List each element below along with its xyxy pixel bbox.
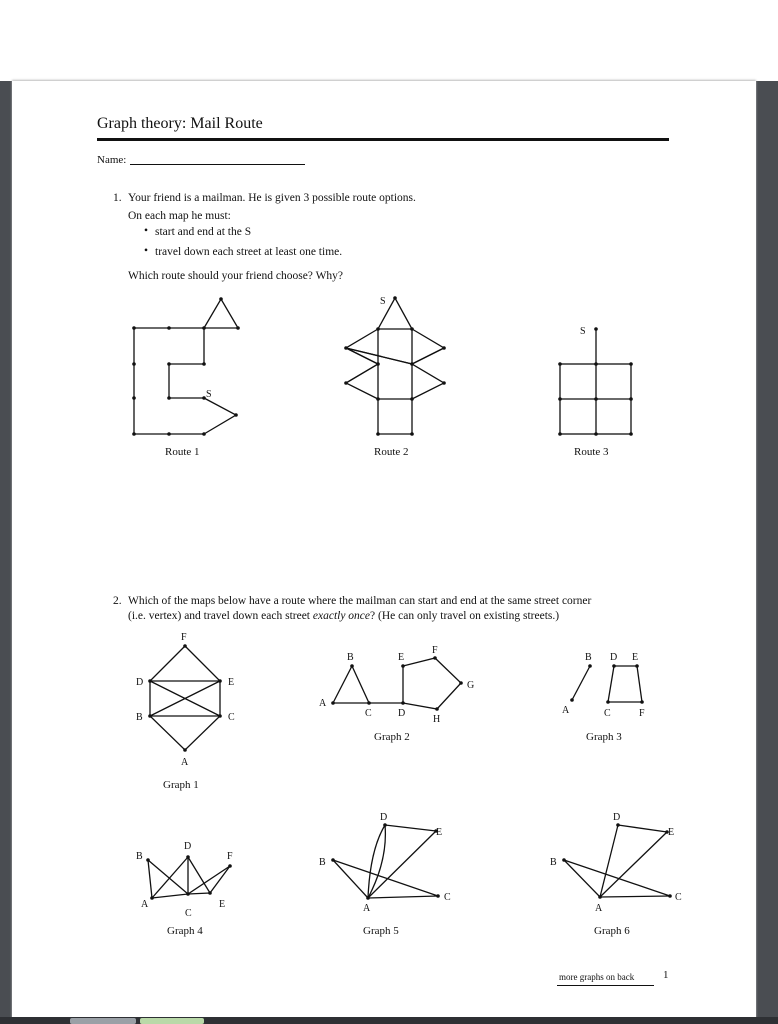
g1-vertex-label: C [228,712,235,723]
graph-1-label: Graph 1 [163,779,199,791]
graph-4-label: Graph 4 [167,925,203,937]
g6-vertex-label: D [613,812,621,823]
route-1-label: Route 1 [165,446,200,458]
q1-bullet-2: travel down each street at least one time. [155,246,343,258]
graph-vertex [202,362,206,366]
graph-edge [188,857,210,893]
graph-vertex [148,714,152,718]
graph-vertex [558,432,562,436]
graph-vertex [202,326,206,330]
graph-edge [378,329,412,434]
graph-vertex [594,432,598,436]
graph-edge [368,825,385,898]
graph-6-vertices [562,823,675,899]
g6-vertex-label: B [550,857,557,868]
graph-vertex [228,864,232,868]
route-1-edges [134,299,238,434]
graph-edge [608,666,642,702]
viewer-bottom-bar [0,1017,778,1024]
graph-vertex [435,707,439,711]
g2-vertex-label: E [398,652,405,663]
graph-edge [412,348,444,364]
graph-vertex [132,362,136,366]
g3-vertex-label: B [585,652,592,663]
graph-vertex [668,894,672,898]
graph-vertex [594,397,598,401]
graph-vertex [167,326,171,330]
graph-edge [346,348,378,364]
graph-vertex [410,397,414,401]
g5-vertex-label: B [319,857,326,868]
graph-edge [600,896,670,897]
q1-intro: On each map he must: [128,210,231,222]
graph-vertex [612,664,616,668]
graph-vertex [606,700,610,704]
name-label: Name: [97,154,127,166]
q1-bullet-2-dot: • [144,245,149,257]
g1-vertex-label: B [136,712,143,723]
graph-vertex [183,644,187,648]
graph-vertex [344,346,348,350]
graph-vertex [218,714,222,718]
graph-edge [600,825,618,897]
graph-3-vertices [570,664,644,704]
q1-number: 1. [113,192,122,204]
graph-edge [204,299,238,328]
graph-vertex [594,362,598,366]
graph-edge [346,348,412,364]
graph-3-label: Graph 3 [586,731,622,743]
route-1-vertices [132,297,240,436]
graph-vertex [132,432,136,436]
graph-vertex [219,297,223,301]
graph-vertex [442,346,446,350]
graph-edge [346,329,378,399]
graph-vertex [459,681,463,685]
graph-edge [188,893,210,894]
graph-edge [600,832,667,897]
graph-vertex [410,327,414,331]
graph-vertex [570,698,574,702]
graph-vertex [401,701,405,705]
more-graphs-note: more graphs on back [559,972,635,982]
g4-vertex-label: A [141,899,149,910]
graph-vertex [383,823,387,827]
route-3-start-label: S [580,326,586,337]
graph-edge [403,658,461,709]
graph-vertex [186,855,190,859]
g4-vertex-label: B [136,851,143,862]
graph-edge [152,857,188,898]
graph-6-label: Graph 6 [594,925,630,937]
graph-6-edges [564,825,670,897]
q1-bullet-1: start and end at the S [155,226,252,238]
graph-vertex [635,664,639,668]
graph-vertex [150,896,154,900]
g1-vertex-label: E [228,677,235,688]
g2-vertex-label: A [319,698,327,709]
graph-vertex [629,432,633,436]
graph-vertex [186,892,190,896]
graph-vertex [558,397,562,401]
g6-vertex-label: E [668,827,675,838]
graph-edge [572,666,590,700]
graph-vertex [331,701,335,705]
graph-vertex [629,397,633,401]
graph-vertex [367,701,371,705]
graph-vertex [146,858,150,862]
graph-edge [210,866,230,893]
graph-vertex [376,362,380,366]
graph-2-label: Graph 2 [374,731,410,743]
page-title: Graph theory: Mail Route [97,115,263,132]
q2-text-line2-a: (i.e. vertex) and travel down each street [128,610,313,622]
g6-vertex-label: A [595,903,603,914]
graph-vertex [436,894,440,898]
q1-question: Which route should your friend choose? Why? [128,270,344,282]
g2-vertex-label: G [467,680,475,691]
graph-vertex [376,432,380,436]
g1-vertex-label: F [181,632,187,643]
graph-vertex [183,748,187,752]
graph-edge [333,666,369,703]
route-2-label: Route 2 [374,446,409,458]
g4-vertex-label: C [185,908,192,919]
graph-vertex [594,327,598,331]
graph-vertex [218,679,222,683]
g3-vertex-label: E [632,652,639,663]
graph-vertex [344,381,348,385]
route-1-start-label: S [206,389,212,400]
graph-vertex [588,664,592,668]
graph-edge [412,329,444,399]
graph-edge [148,860,188,894]
graph-vertex [236,326,240,330]
graph-5-label: Graph 5 [363,925,399,937]
g3-vertex-label: C [604,708,611,719]
g3-vertex-label: F [639,708,645,719]
graph-vertex [433,656,437,660]
q1-bullet-1-dot: • [144,225,149,237]
g3-vertex-label: A [562,705,570,716]
graph-vertex [366,896,370,900]
graph-vertex [598,895,602,899]
q1-text: Your friend is a mailman. He is given 3 possible route options. [128,192,416,204]
g5-vertex-label: E [436,827,443,838]
graph-4-edges [148,857,230,898]
graph-edge [346,364,378,383]
g2-vertex-label: F [432,645,438,656]
graph-vertex [442,381,446,385]
graph-vertex [558,362,562,366]
graph-vertex [640,700,644,704]
graph-1-edges [150,646,220,750]
graph-edge [148,860,152,898]
graph-vertex [148,679,152,683]
graph-edge [204,398,236,434]
graph-5-edges [333,825,438,898]
graph-vertex [331,858,335,862]
graph-vertex [350,664,354,668]
graph-vertex [410,432,414,436]
graph-edge [564,860,670,896]
graph-vertex [562,858,566,862]
g2-vertex-label: B [347,652,354,663]
graph-vertex [167,362,171,366]
q2-text-line1: Which of the maps below have a route where the mailman can start and end at the same street corner [128,595,592,607]
graph-vertex [208,891,212,895]
route-3-edges [560,329,631,434]
route-2-vertices [344,296,446,436]
route-3-label: Route 3 [574,446,609,458]
more-graphs-underline [557,985,654,986]
graph-vertex [132,326,136,330]
g5-vertex-label: D [380,812,388,823]
g2-vertex-label: D [398,708,406,719]
g4-vertex-label: F [227,851,233,862]
graph-vertex [167,432,171,436]
graph-vertex [401,664,405,668]
graph-vertex [410,362,414,366]
graph-vertex [376,327,380,331]
graph-vertex [167,396,171,400]
g1-vertex-label: D [136,677,144,688]
g5-vertex-label: C [444,892,451,903]
graph-edge [368,896,438,898]
graph-vertex [376,397,380,401]
graph-edge [385,825,436,831]
q2-text-emphasis: exactly once [312,610,371,622]
g1-vertex-label: A [181,757,189,768]
graph-vertex [202,432,206,436]
graph-vertex [234,413,238,417]
graph-edge [188,866,230,894]
graph-edge [169,328,204,398]
graph-vertex [393,296,397,300]
tab-segment-active[interactable] [140,1018,204,1024]
g2-vertex-label: H [433,714,441,725]
g6-vertex-label: C [675,892,682,903]
page-number: 1 [663,969,669,981]
graph-vertex [629,362,633,366]
graph-edge [152,894,188,898]
q2-text-line2-b: ? (He can only travel on existing streets.) [370,610,560,622]
graph-vertex [132,396,136,400]
g4-vertex-label: E [219,899,226,910]
graph-3-edges [572,666,642,702]
graph-vertex [616,823,620,827]
route-2-start-label: S [380,296,386,307]
route-2-edges [346,298,444,434]
g4-vertex-label: D [184,841,192,852]
graph-edge [618,825,667,832]
q2-number: 2. [113,595,122,607]
g3-vertex-label: D [610,652,618,663]
tab-segment[interactable] [70,1018,136,1024]
graph-4-vertices [146,855,232,900]
g2-vertex-label: C [365,708,372,719]
g5-vertex-label: A [363,903,371,914]
